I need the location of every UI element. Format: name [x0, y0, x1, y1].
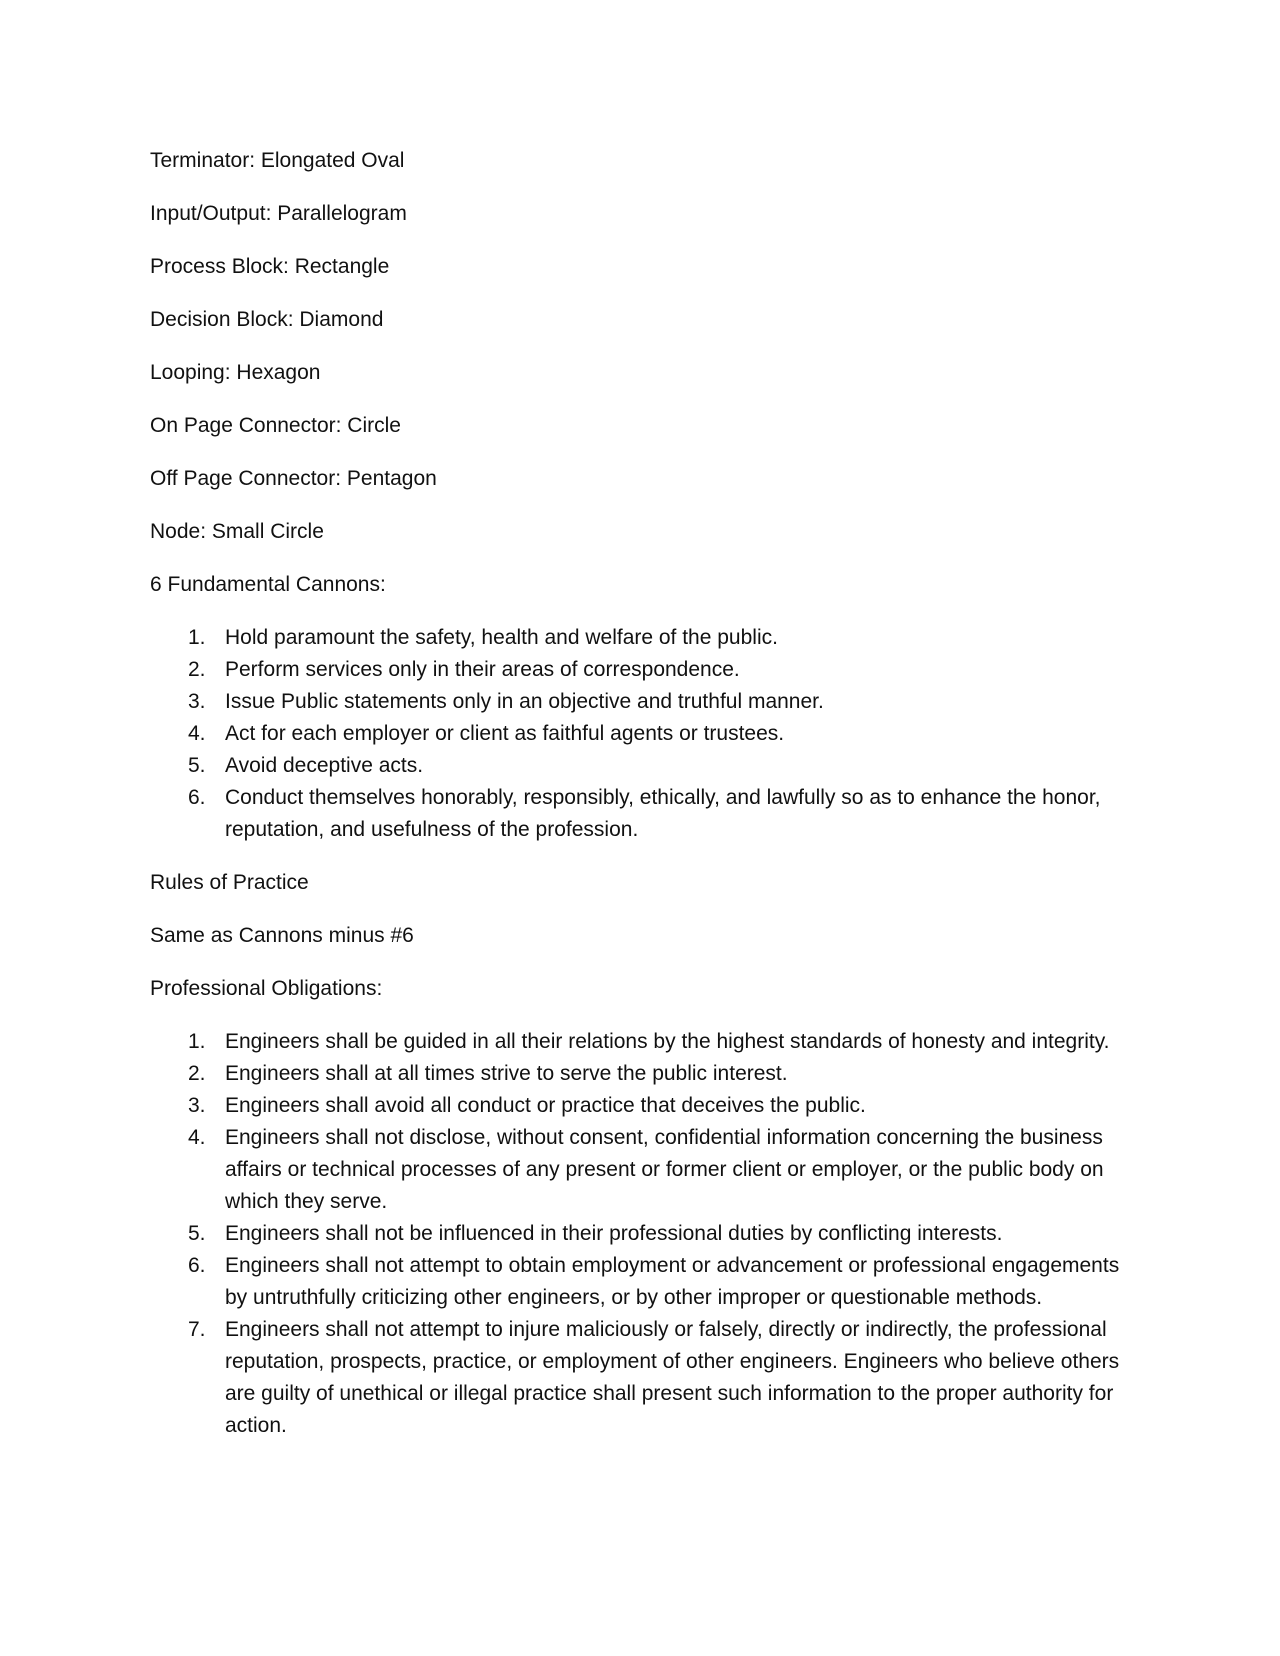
- list-number: 5.: [188, 1222, 206, 1245]
- list-text: Engineers shall be guided in all their relations by the highest standards of honesty and integrity.: [225, 1030, 1110, 1053]
- list-item: [150, 686, 1140, 718]
- obligations-heading: Professional Obligations:: [150, 977, 383, 1000]
- list-number: 1.: [188, 626, 206, 649]
- list-item: [150, 1058, 1140, 1090]
- cannons-list: [150, 622, 1140, 846]
- list-number: 6.: [188, 786, 206, 809]
- list-number: 6.: [188, 1254, 206, 1277]
- list-item: [150, 1122, 1140, 1218]
- list-item: [150, 1218, 1140, 1250]
- list-number: 7.: [188, 1318, 206, 1341]
- list-item: [150, 1026, 1140, 1058]
- list-number: 2.: [188, 1062, 206, 1085]
- shape-on-page-connector: On Page Connector: Circle: [150, 414, 401, 437]
- shape-terminator: Terminator: Elongated Oval: [150, 149, 405, 172]
- list-text: Perform services only in their areas of correspondence.: [225, 658, 740, 681]
- cannons-heading: 6 Fundamental Cannons:: [150, 573, 386, 596]
- list-text: Conduct themselves honorably, responsibly, ethically, and lawfully so as to enhance the honor, reputation, and usefulness of the profession.: [225, 786, 1101, 841]
- list-text: Engineers shall not be influenced in their professional duties by conflicting interests.: [225, 1222, 1003, 1245]
- shape-looping: Looping: Hexagon: [150, 361, 321, 384]
- list-number: 5.: [188, 754, 206, 777]
- document-page: [150, 145, 1140, 1463]
- list-text: Engineers shall not attempt to obtain employment or advancement or professional engagements by untruthfully criticizing other engineers, or by other improper or questionable methods.: [225, 1254, 1120, 1309]
- list-item: [150, 718, 1140, 750]
- shape-node: Node: Small Circle: [150, 520, 324, 543]
- shape-decision-block: Decision Block: Diamond: [150, 308, 384, 331]
- list-text: Hold paramount the safety, health and welfare of the public.: [225, 626, 778, 649]
- list-text: Engineers shall not attempt to injure maliciously or falsely, directly or indirectly, the professional reputation, prospects, practice, or employment of other engineers. Engineers who believe others are guilty of unethical or illegal practice shall present such information to the proper authority for action.: [225, 1318, 1120, 1437]
- list-item: [150, 654, 1140, 686]
- list-number: 3.: [188, 1094, 206, 1117]
- rules-heading: Rules of Practice: [150, 871, 309, 894]
- shape-input-output: Input/Output: Parallelogram: [150, 202, 407, 225]
- list-number: 2.: [188, 658, 206, 681]
- list-item: [150, 1090, 1140, 1122]
- list-text: Engineers shall at all times strive to serve the public interest.: [225, 1062, 788, 1085]
- list-item: [150, 622, 1140, 654]
- shape-process-block: Process Block: Rectangle: [150, 255, 390, 278]
- obligations-list: [150, 1026, 1140, 1442]
- list-text: Avoid deceptive acts.: [225, 754, 424, 777]
- list-text: Act for each employer or client as faithful agents or trustees.: [225, 722, 785, 745]
- list-item: [150, 750, 1140, 782]
- rules-note: Same as Cannons minus #6: [150, 924, 414, 947]
- list-text: Issue Public statements only in an objective and truthful manner.: [225, 690, 824, 713]
- list-text: Engineers shall avoid all conduct or practice that deceives the public.: [225, 1094, 866, 1117]
- list-number: 1.: [188, 1030, 206, 1053]
- list-item: [150, 782, 1140, 846]
- list-number: 3.: [188, 690, 206, 713]
- list-number: 4.: [188, 722, 206, 745]
- list-item: [150, 1250, 1140, 1314]
- list-text: Engineers shall not disclose, without consent, confidential information concerning the business affairs or technical processes of any present or former client or employer, or the public body on which they serve.: [225, 1126, 1104, 1213]
- shape-off-page-connector: Off Page Connector: Pentagon: [150, 467, 437, 490]
- list-item: [150, 1314, 1140, 1442]
- list-number: 4.: [188, 1126, 206, 1149]
